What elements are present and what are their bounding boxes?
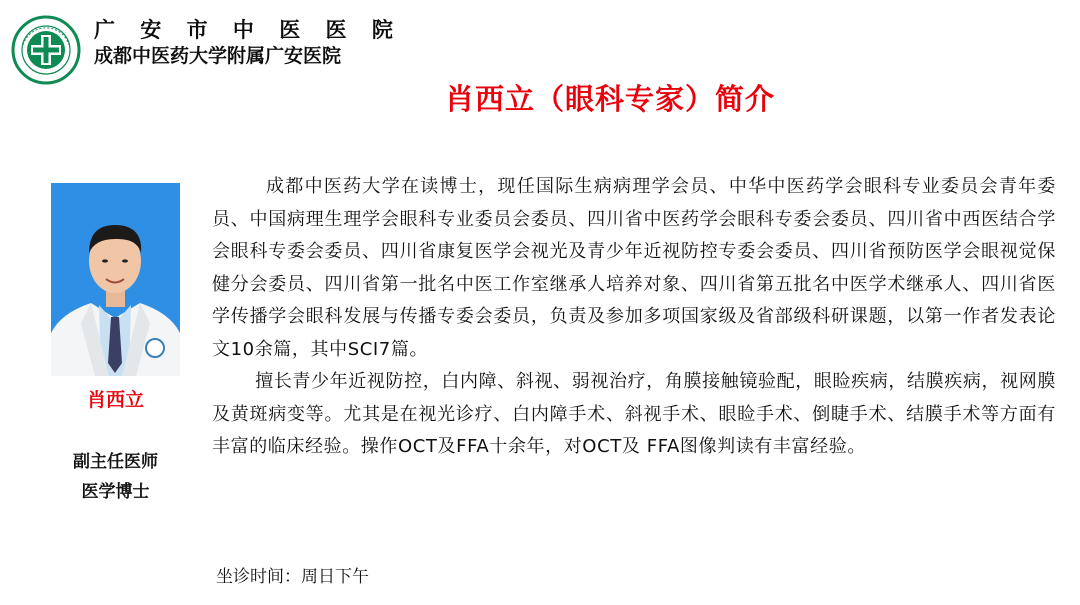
hospital-header (94, 18, 402, 68)
hospital-name: 广 安 市 中 医 医 院 (94, 18, 402, 42)
bio-paragraph-qualifications: 成都中医药大学在读博士，现任国际生病病理学会员、中华中医药学会眼科专业委员会青年委员、中国病理生理学会眼科专业委员会委员、四川省中医药学会眼科专委会委员、四川省中西医结合学会眼科专委会委员、四川省康复医学会视光及青少年近视防控专委会委员、四川省预防医学会眼视觉保健分会委员、四川省第一批名中医工作室继承人培养对象、四川省第五批名中医学术继承人、四川省医学传播学会眼科发展与传播专委会委员，负责及参加多项国家级及省部级科研课题，以第一作者发表论文10余篇，其中SCI7篇。 (212, 176, 1056, 360)
hospital-affiliation: 成都中医药大学附属广安医院 (94, 45, 342, 67)
doctor-biography (212, 171, 1056, 464)
doctor-title: 副主任医师 (73, 452, 158, 472)
clinic-schedule: 坐诊时间：周日下午 (216, 567, 369, 587)
doctor-name: 肖西立 (86, 389, 144, 411)
page-title: 肖西立（眼科专家）简介 (444, 82, 775, 116)
doctor-portrait (51, 183, 180, 376)
hospital-emblem-icon (11, 15, 81, 85)
doctor-degree: 医学博士 (81, 482, 150, 502)
bio-paragraph-specialties: 擅长青少年近视防控，白内障、斜视、弱视治疗，角膜接触镜验配，眼睑疾病，结膜疾病，视网膜及黄斑病变等。尤其是在视光诊疗、白内障手术、斜视手术、眼睑手术、倒睫手术、结膜手术等方面有丰富的临床经验。操作OCT及FFA十余年，对OCT及 FFA图像判读有丰富经验。 (212, 371, 1056, 457)
doctor-portrait-illustration (51, 183, 180, 376)
